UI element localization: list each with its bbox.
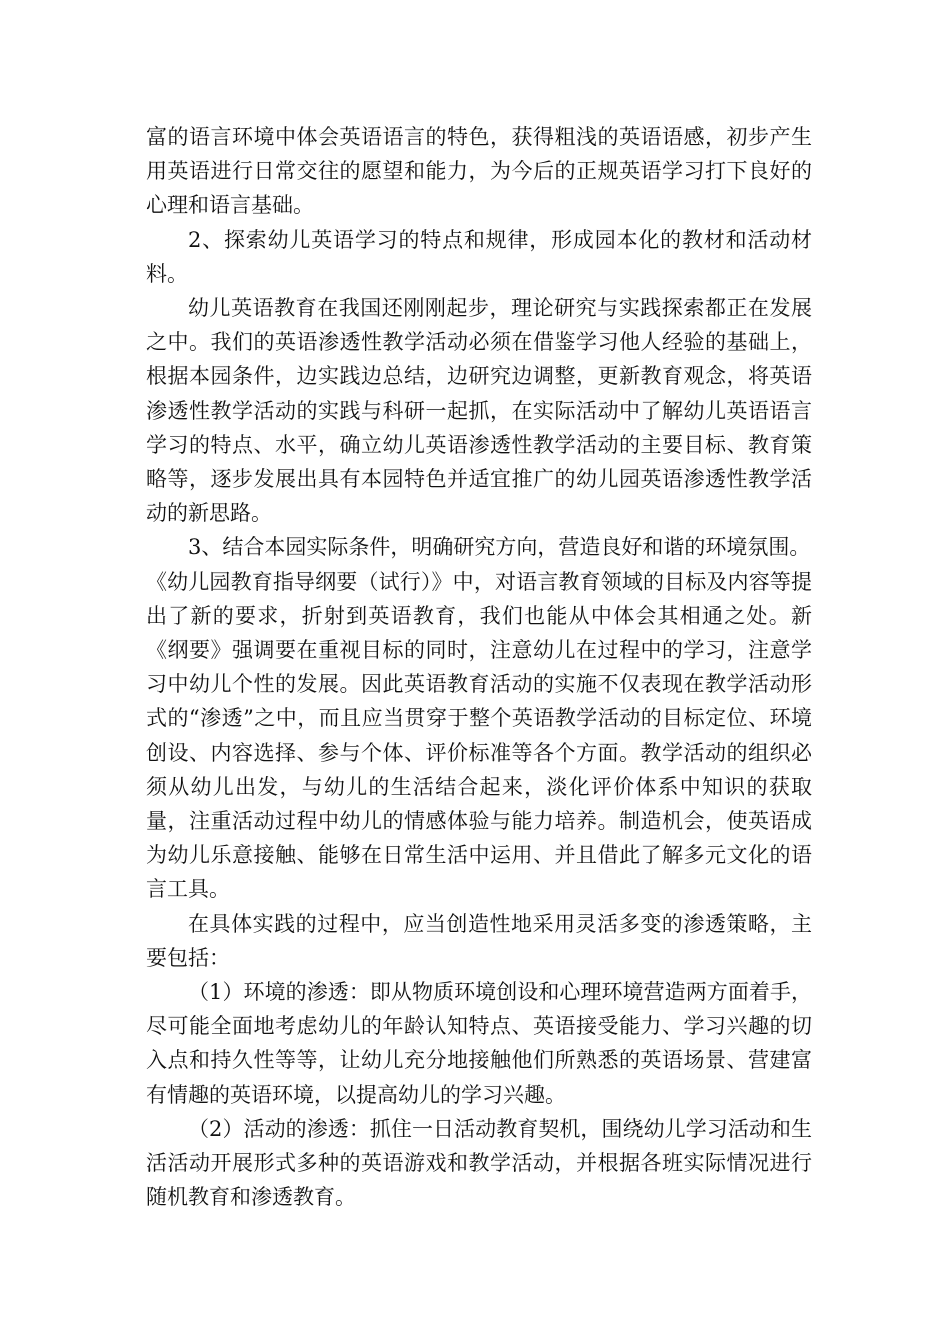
document-body	[146, 120, 812, 1215]
paragraph-item-1: （1）环境的渗透：即从物质环境创设和心理环境营造两方面着手，尽可能全面地考虑幼儿的年龄认知特点、英语接受能力、学习兴趣的切入点和持久性等等，让幼儿充分地接触他们所熟悉的英语场景、营建富有情趣的英语环境，以提高幼儿的学习兴趣。	[146, 980, 812, 1107]
paragraph: 《幼儿园教育指导纲要（试行）》中，对语言教育领域的目标及内容等提出了新的要求，折射到英语教育，我们也能从中体会其相通之处。新《纲要》强调要在重视目标的同时，注意幼儿在过程中的学习，注意学习中幼儿个性的发展。因此英语教育活动的实施不仅表现在教学活动形式的“渗透”之中，而且应当贯穿于整个英语教学活动的目标定位、环境创设、内容选择、参与个体、评价标准等各个方面。教学活动的组织必须从幼儿出发，与幼儿的生活结合起来，淡化评价体系中知识的获取量，注重活动过程中幼儿的情感体验与能力培养。制造机会，使英语成为幼儿乐意接触、能够在日常生活中运用、并且借此了解多元文化的语言工具。	[146, 569, 812, 902]
paragraph: 在具体实践的过程中，应当创造性地采用灵活多变的渗透策略，主要包括：	[146, 911, 812, 970]
paragraph-heading-3: 3、结合本园实际条件，明确研究方向，营造良好和谐的环境氛围。	[188, 535, 811, 560]
paragraph-continuation: 富的语言环境中体会英语语言的特色，获得粗浅的英语语感，初步产生用英语进行日常交往的愿望和能力，为今后的正规英语学习打下良好的心理和语言基础。	[146, 125, 812, 218]
paragraph: 幼儿英语教育在我国还刚刚起步，理论研究与实践探索都正在发展之中。我们的英语渗透性教学活动必须在借鉴学习他人经验的基础上，根据本园条件，边实践边总结，边研究边调整，更新教育观念，将英语渗透性教学活动的实践与科研一起抓，在实际活动中了解幼儿英语语言学习的特点、水平，确立幼儿英语渗透性教学活动的主要目标、教育策略等，逐步发展出具有本园特色并适宜推广的幼儿园英语渗透性教学活动的新思路。	[146, 296, 812, 526]
paragraph-item-2: （2）活动的渗透：抓住一日活动教育契机，围绕幼儿学习活动和生活活动开展形式多种的英语游戏和教学活动，并根据各班实际情况进行随机教育和渗透教育。	[146, 1116, 812, 1210]
paragraph-heading-2: 2、探索幼儿英语学习的特点和规律，形成园本化的教材和活动材料。	[146, 227, 812, 286]
